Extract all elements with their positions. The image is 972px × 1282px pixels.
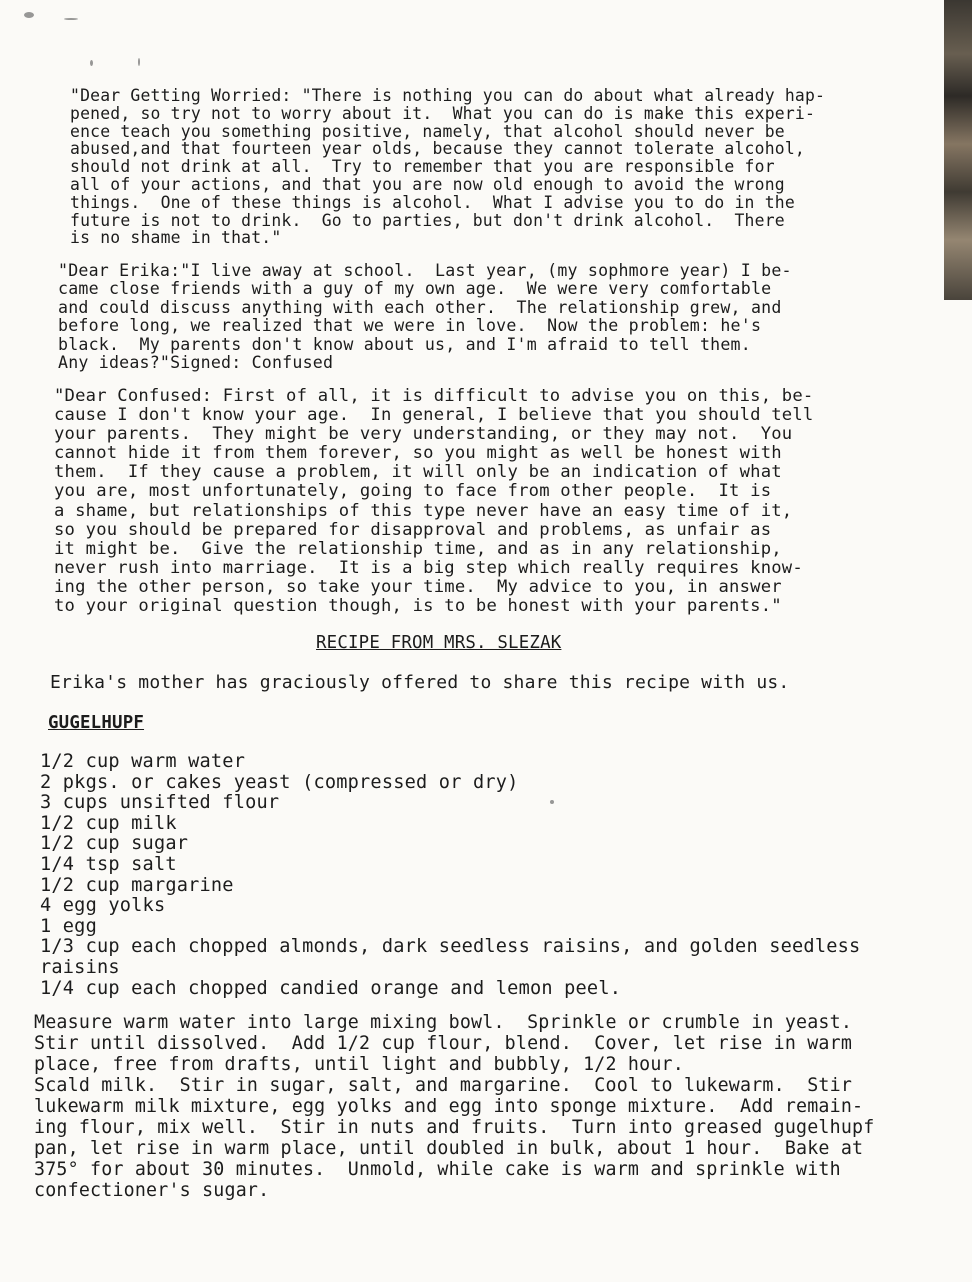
recipe-method: Measure warm water into large mixing bowl. Sprinkle or crumble in yeast. Stir until dissolved. Add 1/2 cup flour, blend. Cover, let rise in warm place, free from drafts, until light and bubbly, 1/2 hour. Scald milk. Stir in sugar, salt, and margarine. Cool to lukewarm. Stir lukewarm milk mixture, egg yolks and egg into sponge mixture. Add remain- ing flour, mix well. Stir in nuts and fruits. Turn into greased gugelhupf pan, let rise in warm place, until doubled in bulk, about 1 hour. Bake at 375° for about 30 minutes. Unmold, while cake is warm and sprinkle with confectioner's sugar. [34,1012,875,1201]
recipe-intro: Erika's mother has graciously offered to share this recipe with us. [50,672,790,693]
ink-speck [138,58,140,66]
letter-from-confused: "Dear Erika:"I live away at school. Last year, (my sophmore year) I be- came close friends with a guy of my own age. We were very comfortable and could discuss anything with each other. The relationship grew, and before long, we realized that we were in love. Now the problem: he's black. My parents don't know about us, and I'm afraid to tell them. Any ideas?"Signed: Confused [58,261,792,373]
ingredient-list: 1/2 cup warm water 2 pkgs. or cakes yeast (compressed or dry) 3 cups unsifted flour 1/2 cup milk 1/2 cup sugar 1/4 tsp salt 1/2 cup margarine 4 egg yolks 1 egg 1/3 cup each chopped almonds, dark seedless raisins, and golden seedless raisins 1/4 cup each chopped candied orange and lemon peel. [40,751,861,999]
page-edge-photo [944,0,972,300]
ink-speck [24,12,34,18]
ink-speck [64,18,78,20]
ink-speck [90,60,93,66]
recipe-title: GUGELHUPF [48,713,145,733]
reply-to-confused: "Dear Confused: First of all, it is difficult to advise you on this, be- cause I don't know your age. In general, I believe that you should tell your parents. They might be very understanding, or they may not. You cannot hide it from them forever, so you might as well be honest with them. If they cause a problem, it will only be an indication of what you are, most unfortunately, going to face from other people. It is a shame, but relationships of this type never have an easy time of it, so you should be prepared for disapproval and problems, as unfair as it might be. Give the relationship time, and as in any relationship, never rush into marriage. It is a big step which really requires know- ing the other person, so take your time. My advice to you, in answer to your original question though, is to be honest with your parents." [54,386,814,617]
recipe-section-heading: RECIPE FROM MRS. SLEZAK [316,633,562,653]
reply-to-getting-worried: "Dear Getting Worried: "There is nothing you can do about what already hap- pened, so try not to worry about it. What you can do is make this experi- ence teach you something positive, namely, that alcohol should never be abused,and that fourteen year olds, because they cannot tolerate alcohol, should not drink at all. Try to remember that you are responsible for all of your actions, and that you are now old enough to avoid the wrong things. One of these things is alcohol. What I advise you to do in the future is not to drink. Go to parties, but don't drink alcohol. There is no shame in that." [70,86,826,248]
